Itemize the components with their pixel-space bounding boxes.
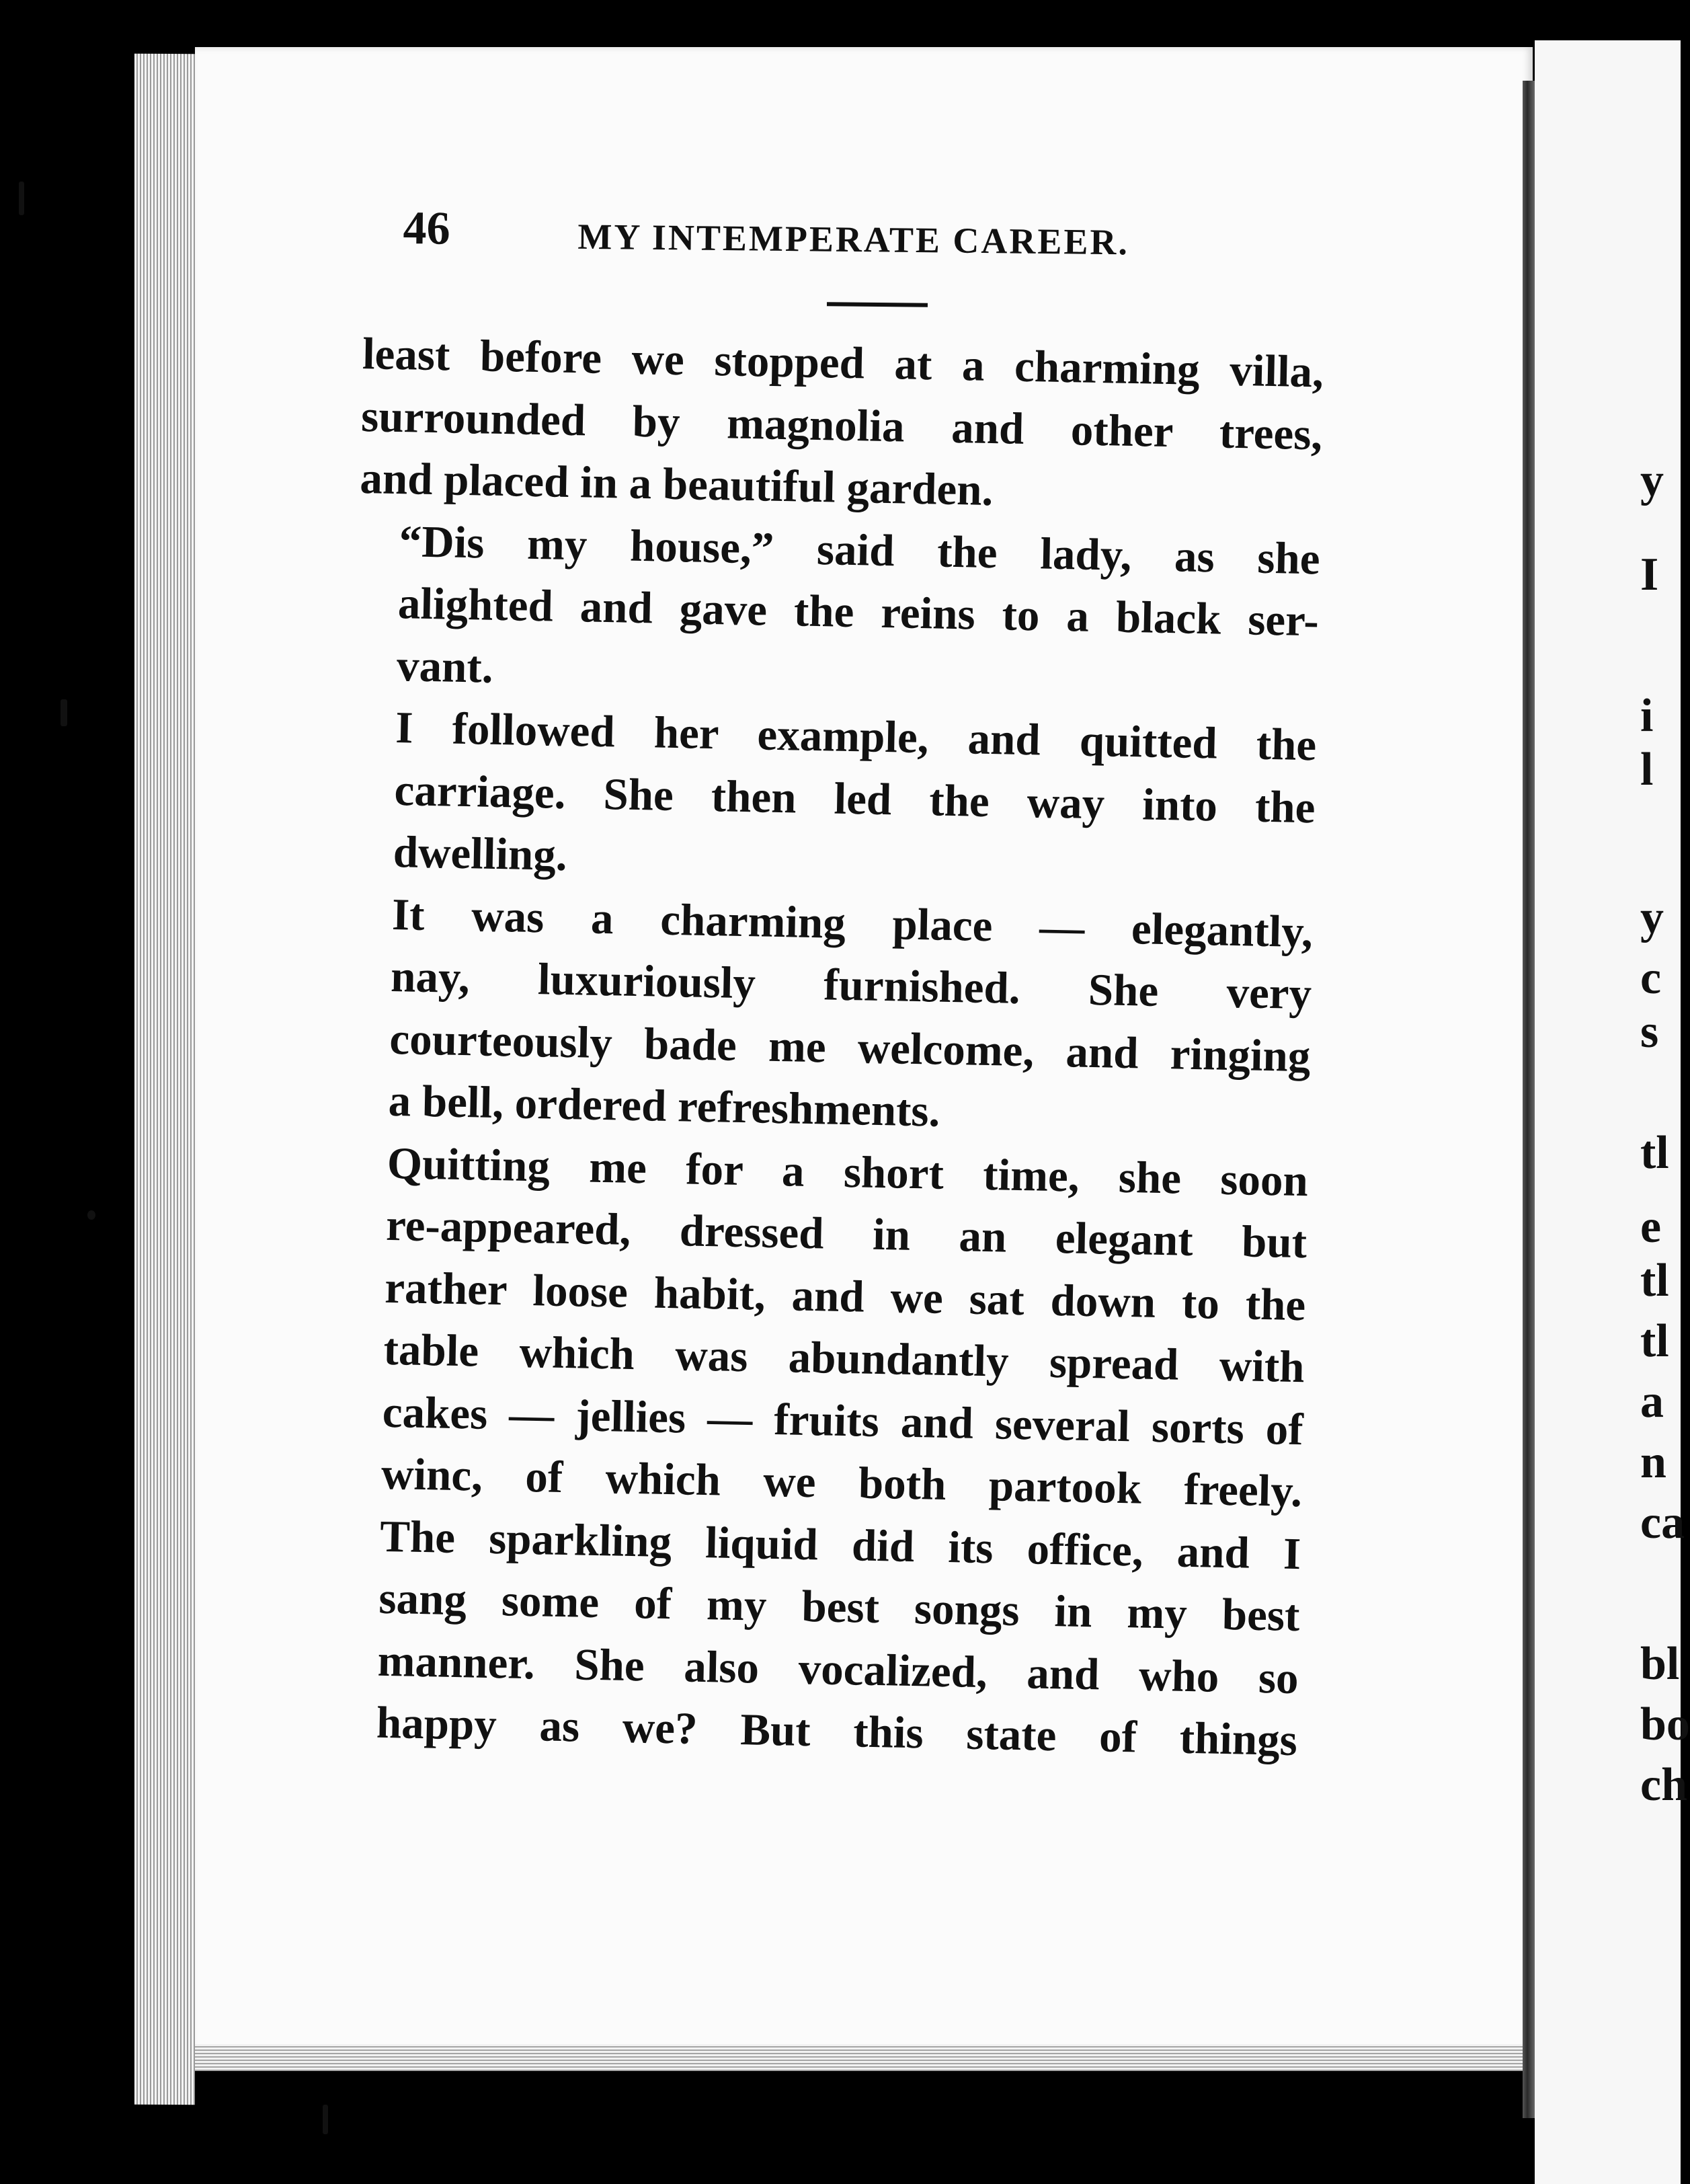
facing-page-fragment: y bbox=[1640, 455, 1664, 506]
text-line: The sparkling liquid did its office, and I bbox=[379, 1511, 1301, 1579]
facing-page-fragment: a bbox=[1640, 1376, 1664, 1428]
scan-speck bbox=[87, 1210, 95, 1220]
text-line: surrounded by magnolia and other trees, bbox=[360, 391, 1323, 459]
facing-page-fragment: tl bbox=[1640, 1127, 1669, 1179]
text-line: carriage. She then led the way into the bbox=[393, 765, 1316, 832]
facing-page-fragment: c bbox=[1640, 952, 1662, 1004]
book-gutter bbox=[1523, 81, 1535, 2118]
page-edges-bottom bbox=[195, 2044, 1533, 2071]
facing-page-fragment: e bbox=[1640, 1201, 1662, 1253]
text-line: Quitting me for a short time, she soon bbox=[387, 1138, 1309, 1206]
page-edges-left bbox=[134, 54, 195, 2105]
facing-page-fragment: ch bbox=[1640, 1759, 1687, 1811]
running-title: MY INTEMPERATE CAREER. bbox=[577, 216, 1130, 263]
scan-speck bbox=[19, 182, 24, 215]
paragraph bbox=[348, 882, 1314, 1149]
facing-page-fragment: n bbox=[1640, 1436, 1666, 1488]
page-number: 46 bbox=[403, 202, 450, 255]
facing-page-fragment: i bbox=[1640, 690, 1654, 742]
text-line: “Dis my house,” said the lady, as she bbox=[399, 516, 1321, 584]
text-line: vant. bbox=[396, 640, 494, 693]
text-line: least before we stopped at a charming villa, bbox=[362, 328, 1324, 397]
text-line: cakes — jellies — fruits and several sorts of bbox=[382, 1387, 1304, 1454]
facing-page-fragment: l bbox=[1640, 744, 1654, 795]
facing-page-fragment: ca bbox=[1640, 1497, 1685, 1549]
text-line: sang some of my best songs in my best bbox=[378, 1573, 1301, 1641]
facing-page-fragment: s bbox=[1640, 1006, 1659, 1058]
text-line: a bell, ordered refreshments. bbox=[388, 1075, 940, 1136]
running-head bbox=[403, 202, 1277, 272]
text-line: re-appeared, dressed in an elegant but bbox=[385, 1200, 1307, 1268]
right-page bbox=[1535, 40, 1681, 2184]
text-line: nay, luxuriously furnished. She very bbox=[390, 951, 1312, 1019]
facing-page-fragment: y bbox=[1640, 892, 1664, 943]
scan-speck bbox=[323, 2105, 328, 2134]
paragraph bbox=[356, 509, 1320, 714]
text-line: It was a charming place — elegantly, bbox=[391, 889, 1314, 957]
facing-page-fragment: bl bbox=[1640, 1638, 1680, 1690]
text-line: happy as we? But this state of things bbox=[376, 1697, 1298, 1766]
paragraph bbox=[360, 323, 1324, 528]
facing-page-fragment: tl bbox=[1640, 1255, 1669, 1306]
text-line: table which was abundantly spread with bbox=[383, 1324, 1305, 1393]
facing-page-fragment: tl bbox=[1640, 1315, 1669, 1367]
body-text bbox=[335, 323, 1324, 1772]
text-line: manner. She also vocalized, and who so bbox=[377, 1635, 1299, 1703]
text-line: alighted and gave the reins to a black ser- bbox=[397, 578, 1320, 646]
text-line: rather loose habit, and we sat down to the bbox=[384, 1262, 1306, 1330]
facing-page-fragment: bo bbox=[1640, 1699, 1690, 1750]
text-line: I followed her example, and quitted the bbox=[395, 703, 1317, 771]
text-line: courteously bade me welcome, and ringing bbox=[389, 1013, 1312, 1081]
paragraph bbox=[335, 1131, 1308, 1771]
facing-page-fragment: I bbox=[1640, 549, 1659, 600]
paragraph bbox=[352, 696, 1317, 901]
text-line: winc, of which we both partook freely. bbox=[380, 1448, 1303, 1517]
scan-speck bbox=[61, 699, 67, 726]
text-line: and placed in a beautiful garden. bbox=[359, 453, 994, 516]
text-line: dwelling. bbox=[393, 827, 568, 880]
